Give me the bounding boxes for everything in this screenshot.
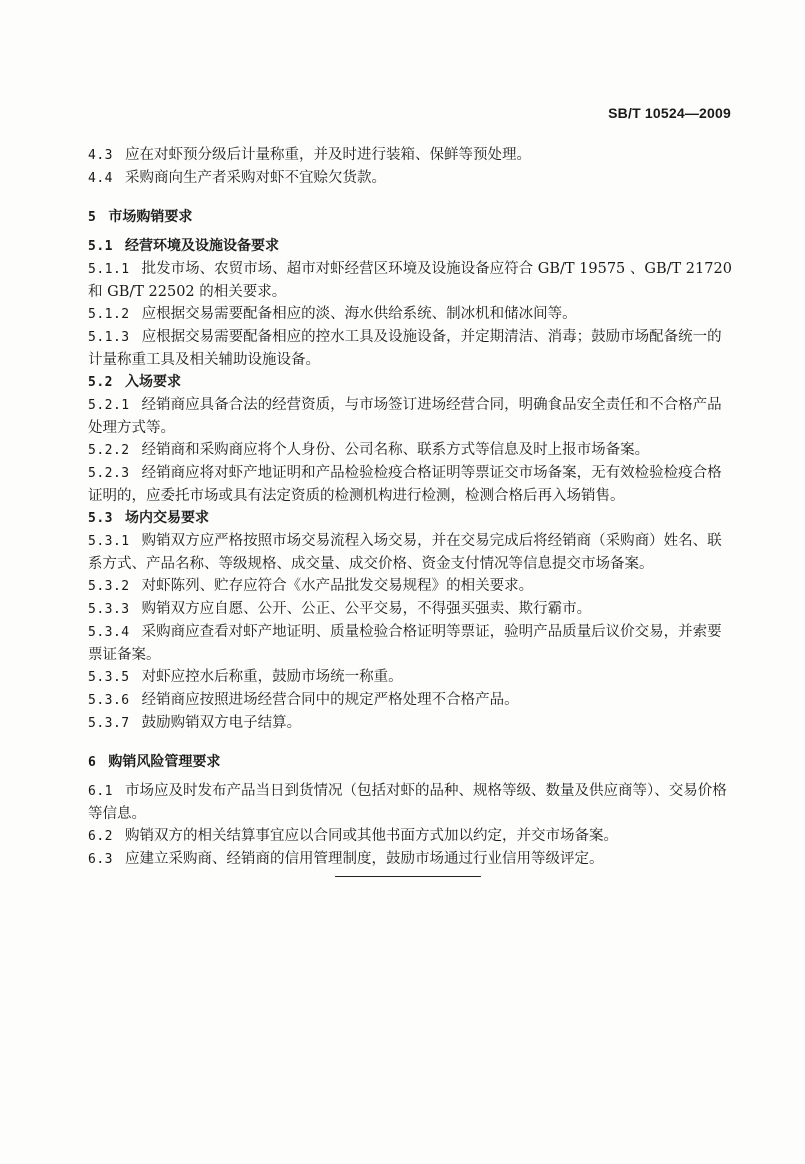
clause-number: 6.1 — [88, 784, 113, 799]
section-title: 购销风险管理要求 — [108, 754, 221, 770]
spacer — [88, 735, 736, 751]
clause-number: 5.3.1 — [88, 534, 130, 549]
clause-number: 5.3.3 — [88, 602, 130, 617]
clause-text: 经销商应将对虾产地证明和产品检验检疫合格证明等票证交市场备案，无有效检验检疫合格证明的，应委托市场或具有法定资质的检测机构进行检测，检测合格后再入场销售。 — [88, 465, 722, 504]
clause-6-1 — [88, 780, 736, 825]
clause-number: 6.2 — [88, 829, 113, 844]
spacer — [88, 190, 736, 206]
clause-5-3-7 — [88, 712, 736, 735]
clause-5-3-5 — [88, 666, 736, 689]
section-title: 场内交易要求 — [124, 510, 209, 526]
clause-number: 5.2.3 — [88, 466, 130, 481]
clause-5-1-1 — [88, 258, 736, 303]
clause-5-2-3 — [88, 462, 736, 507]
document-body — [88, 144, 736, 871]
clause-text: 市场应及时发布产品当日到货情况（包括对虾的品种、规格等级、数量及供应商等）、交易价格等信息。 — [88, 783, 727, 822]
standard-code: SB/T 10524—2009 — [608, 105, 731, 121]
clause-text: 购销双方应严格按照市场交易流程入场交易，并在交易完成后将经销商（采购商）姓名、联系方式、产品名称、等级规格、成交量、成交价格、资金支付情况等信息提交市场备案。 — [88, 533, 722, 572]
clause-text: 鼓励购销双方电子结算。 — [141, 715, 302, 731]
clause-number: 5.3.6 — [88, 693, 130, 708]
section-5-2-heading — [88, 371, 736, 394]
clause-number: 5.3.2 — [88, 579, 130, 594]
clause-text: 对虾应控水后称重，鼓励市场统一称重。 — [141, 669, 403, 685]
section-number: 6 — [88, 755, 97, 770]
clause-text: 应在对虾预分级后计量称重，并及时进行装箱、保鲜等预处理。 — [124, 147, 531, 163]
section-5-3-heading — [88, 507, 736, 530]
clause-4-4 — [88, 167, 736, 190]
section-number: 5.2 — [88, 375, 113, 390]
clause-text: 批发市场、农贸市场、超市对虾经营区环境及设施设备应符合 GB/T 19575 、GB/T 21720 和 GB/T 22502 的相关要求。 — [88, 261, 732, 300]
clause-5-1-3 — [88, 326, 736, 371]
section-number: 5 — [88, 210, 97, 225]
clause-text: 购销双方应自愿、公开、公正、公平交易，不得强买强卖、欺行霸市。 — [141, 601, 592, 617]
clause-number: 5.1.3 — [88, 330, 130, 345]
clause-text: 经销商应按照进场经营合同中的规定严格处理不合格产品。 — [141, 692, 519, 708]
clause-6-3 — [88, 848, 736, 871]
section-title: 市场购销要求 — [108, 209, 193, 225]
clause-text: 采购商应查看对虾产地证明、质量检验合格证明等票证，验明产品质量后议价交易，并索要票证备案。 — [88, 624, 722, 663]
clause-5-2-2 — [88, 439, 736, 462]
clause-5-3-6 — [88, 689, 736, 712]
clause-number: 5.2.1 — [88, 398, 130, 413]
clause-number: 5.2.2 — [88, 443, 130, 458]
clause-number: 5.3.4 — [88, 625, 130, 640]
clause-number: 4.4 — [88, 171, 113, 186]
clause-text: 经销商和采购商应将个人身份、公司名称、联系方式等信息及时上报市场备案。 — [141, 442, 650, 458]
clause-6-2 — [88, 825, 736, 848]
clause-text: 购销双方的相关结算事宜应以合同或其他书面方式加以约定，并交市场备案。 — [124, 828, 618, 844]
clause-text: 应建立采购商、经销商的信用管理制度，鼓励市场通过行业信用等级评定。 — [124, 851, 604, 867]
clause-number: 5.3.7 — [88, 716, 130, 731]
clause-text: 经销商应具备合法的经营资质，与市场签订进场经营合同，明确食品安全责任和不合格产品处理方式等。 — [88, 397, 722, 436]
clause-text: 应根据交易需要配备相应的淡、海水供给系统、制冰机和储冰间等。 — [141, 306, 577, 322]
clause-text: 对虾陈列、贮存应符合《水产品批发交易规程》的相关要求。 — [141, 578, 534, 594]
clause-number: 5.3.5 — [88, 670, 130, 685]
section-6-heading — [88, 751, 736, 774]
clause-5-1-2 — [88, 303, 736, 326]
clause-5-3-2 — [88, 575, 736, 598]
section-5-heading — [88, 206, 736, 229]
clause-text: 采购商向生产者采购对虾不宜赊欠货款。 — [124, 170, 386, 186]
clause-5-2-1 — [88, 394, 736, 439]
clause-4-3 — [88, 144, 736, 167]
clause-number: 4.3 — [88, 148, 113, 163]
clause-5-3-4 — [88, 621, 736, 666]
clause-number: 5.1.2 — [88, 307, 130, 322]
section-title: 经营环境及设施设备要求 — [124, 238, 279, 254]
section-5-1-heading — [88, 235, 736, 258]
section-number: 5.1 — [88, 239, 113, 254]
clause-5-3-1 — [88, 530, 736, 575]
clause-text: 应根据交易需要配备相应的控水工具及设施设备，并定期清洁、消毒；鼓励市场配备统一的计量称重工具及相关辅助设施设备。 — [88, 329, 722, 368]
section-number: 5.3 — [88, 511, 113, 526]
clause-number: 6.3 — [88, 852, 113, 867]
section-title: 入场要求 — [124, 374, 181, 390]
clause-5-3-3 — [88, 598, 736, 621]
clause-number: 5.1.1 — [88, 262, 130, 277]
end-of-document-rule — [335, 876, 481, 877]
